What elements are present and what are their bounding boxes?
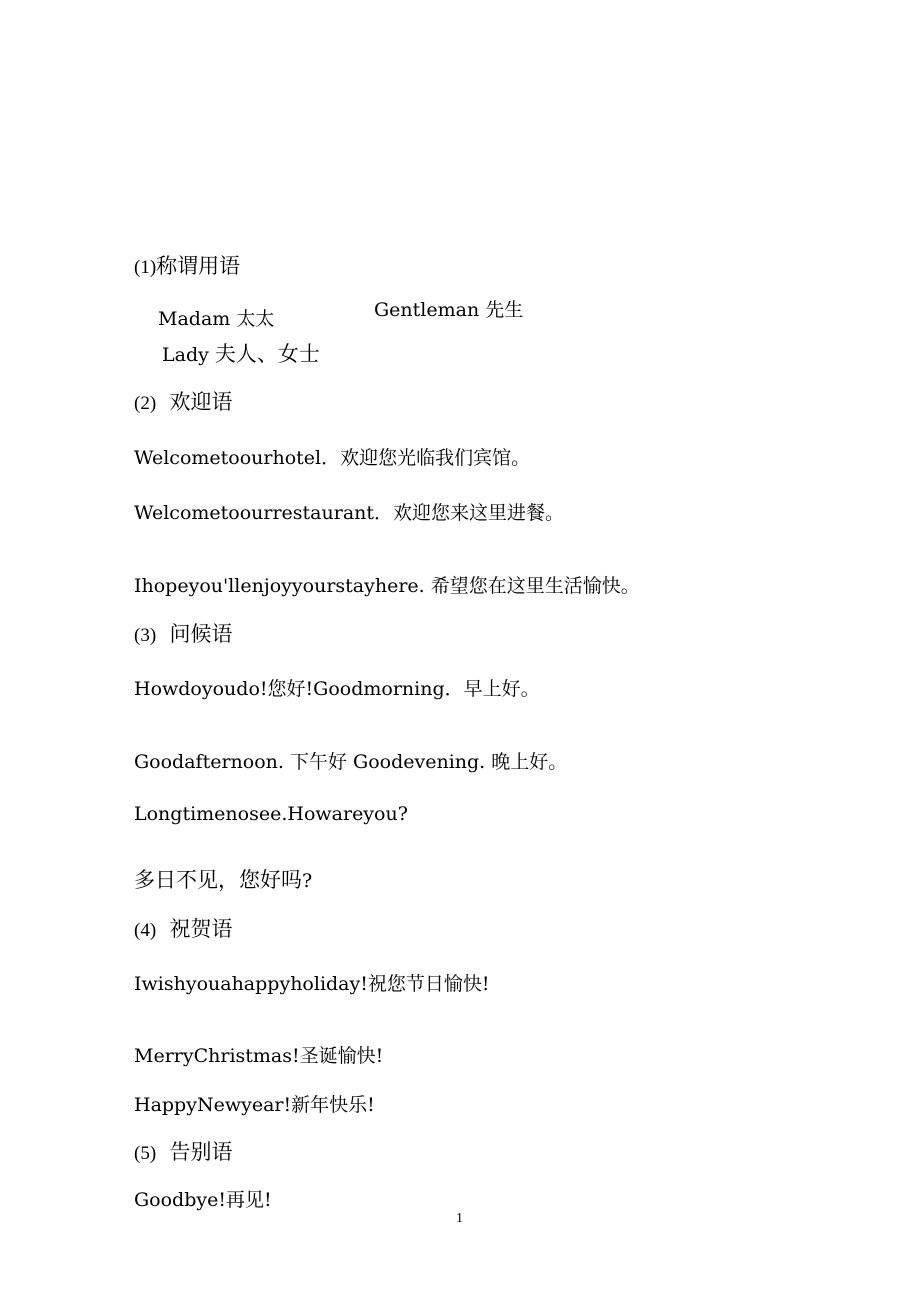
section-3-heading <box>134 622 233 648</box>
welcome-hotel-line: Welcometoourhotel．欢迎您光临我们宾馆。 <box>134 447 531 469</box>
section-1-number: (1) <box>134 257 157 278</box>
term-madam: Madam 太太 <box>158 308 275 330</box>
section-4-title: 祝贺语 <box>169 917 233 941</box>
page-number: 1 <box>456 1211 463 1226</box>
term-gentleman: Gentleman 先生 <box>374 299 524 321</box>
long-time-no-see-zh-line: 多日不见，您好吗? <box>134 868 313 892</box>
section-2-title: 欢迎语 <box>169 390 233 414</box>
section-1-heading <box>134 254 240 280</box>
section-5-title: 告别语 <box>169 1140 233 1164</box>
goodbye-line: Goodbye!再见! <box>134 1189 272 1211</box>
happy-holiday-line: Iwishyouahappyholiday!祝您节日愉快! <box>134 973 490 995</box>
greeting-morning-line: Howdoyoudo!您好!Goodmorning．早上好。 <box>134 678 540 700</box>
section-3-title: 问候语 <box>169 622 233 646</box>
long-time-no-see-line: Longtimenosee.Howareyou? <box>134 803 408 825</box>
happy-new-year-line: HappyNewyear!新年快乐! <box>134 1094 375 1116</box>
section-5-heading <box>134 1140 233 1166</box>
term-lady: Lady 夫人、女士 <box>162 342 320 366</box>
section-2-heading <box>134 390 233 416</box>
section-4-number: (4) <box>134 920 157 941</box>
merry-christmas-line: MerryChristmas!圣诞愉快! <box>134 1045 384 1067</box>
welcome-restaurant-line: Welcometoourrestaurant．欢迎您来这里进餐。 <box>134 502 565 524</box>
section-5-number: (5) <box>134 1143 157 1164</box>
enjoy-stay-line: Ihopeyou'llenjoyyourstayhere. 希望您在这里生活愉快。 <box>134 575 640 597</box>
greeting-afternoon-evening-line: Goodafternoon. 下午好 Goodevening. 晚上好。 <box>134 751 568 773</box>
section-3-number: (3) <box>134 625 157 646</box>
section-4-heading <box>134 917 233 943</box>
section-1-title: 称谓用语 <box>156 254 241 278</box>
section-2-number: (2) <box>134 393 157 414</box>
